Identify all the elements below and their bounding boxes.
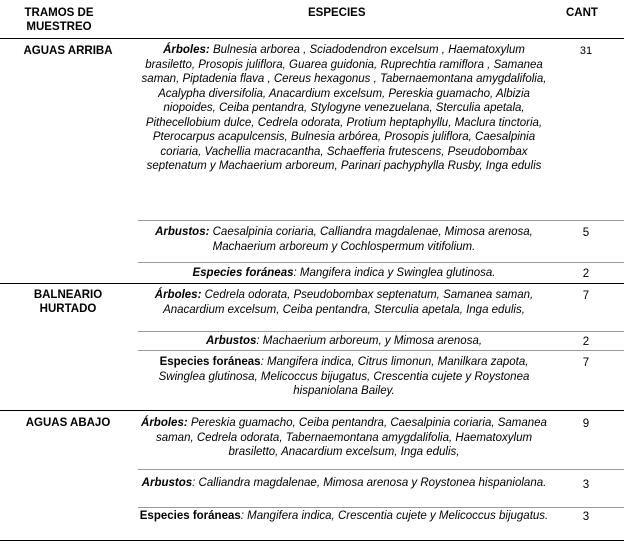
row-label: Especies foráneas bbox=[159, 356, 261, 368]
cant-value: 2 bbox=[582, 336, 590, 348]
cant-value: 31 bbox=[579, 45, 593, 57]
row-text: : Machaerium arboreum, y Mimosa arenosa, bbox=[256, 335, 483, 347]
row-aguas-arriba-arbustos bbox=[138, 225, 550, 254]
row-text: : Calliandra magdalenae, Mimosa arenosa y Roystonea hispaniolana. bbox=[192, 477, 547, 489]
row-aguas-abajo-arbustos bbox=[138, 476, 550, 491]
row-label: Arbustos bbox=[205, 335, 257, 347]
rule-row-7 bbox=[138, 469, 624, 470]
rule-row-1 bbox=[138, 220, 624, 221]
row-aguas-abajo-foraneas bbox=[138, 509, 550, 524]
row-text: Cedrela odorata, Pseudobombax septenatum, Samanea saman, Anacardium excelsum, Ceiba pentandra, Sterculia apetala, Inga edulis, bbox=[163, 289, 534, 316]
cant-value: 7 bbox=[582, 290, 590, 302]
tramo-balneario-hurtado bbox=[2, 288, 134, 316]
tramo-balneario-line1: BALNEARIO bbox=[33, 289, 103, 301]
rule-table-bottom bbox=[0, 540, 624, 541]
cant-value: 7 bbox=[582, 357, 590, 369]
tramo-aguas-abajo: AGUAS ABAJO bbox=[25, 417, 111, 429]
row-text: : Mangifera indica y Swinglea glutinosa. bbox=[293, 267, 496, 279]
row-text: Pereskia guamacho, Ceiba pentandra, Caesalpinia coriaria, Samanea saman, Cedrela odorata, Tabernaemontana amygdalifolia, Haematoxylum brasiletto, Anacardium excelsum, Inga edulis, bbox=[155, 417, 547, 458]
row-balneario-arbustos bbox=[138, 334, 550, 349]
header-cant: CANT bbox=[566, 7, 598, 19]
rule-section-2 bbox=[0, 410, 624, 411]
header-tramos-line2: MUESTREO bbox=[26, 21, 92, 33]
row-text: Caesalpinia coriaria, Calliandra magdalenae, Mimosa arenosa, Machaerium arboreum y Cochlospermum vitifolium. bbox=[209, 226, 533, 253]
cant-value: 3 bbox=[582, 479, 590, 491]
row-text: : Mangifera indica, Crescentia cujete y Melicoccus bijugatus. bbox=[240, 510, 549, 522]
row-label: Especies foráneas bbox=[192, 267, 294, 279]
rule-row-4 bbox=[138, 331, 624, 332]
row-label: Árboles: bbox=[141, 417, 188, 429]
header-especies: ESPECIES bbox=[308, 7, 366, 19]
row-label: Árboles: bbox=[154, 289, 202, 301]
row-aguas-arriba-foraneas bbox=[138, 266, 550, 281]
header-tramos-line1: TRAMOS DE bbox=[24, 7, 94, 19]
row-text: Bulnesia arborea , Sciadodendron excelsum , Haematoxylum brasiletto, Prosopis juliflora, Guarea guidonia, Ruprechtia ramiflora , Samanea saman, Piptadenia flava , Cereus hexagonus , Tabernaemontana amygdalifolia, Acalypha diversifolia, Anacardium excelsum, Pereskia guamacho, Albizia niopoides, Ceiba pentandra, Stylogyne venezuelana, Sterculia apetala, Pithecellobium dulce, Cedrela odorata, Protium heptaphyllu, Maclura tinctoria, Pterocarpus acapulcensis, Bulnesia arbórea, Prosopis juliflora, Caesalpinia coriaria, Vachellia macracantha, Schaefferia frutescens, Pseudobombax septenatum y Machaerium arboreum, Parinari pachyphylla Rusby, Inga edulis bbox=[141, 44, 547, 172]
rule-row-5 bbox=[138, 350, 624, 351]
row-label: Arbustos bbox=[141, 477, 193, 489]
rule-row-8 bbox=[138, 507, 624, 508]
row-label: Especies foráneas bbox=[139, 510, 241, 522]
cant-value: 2 bbox=[582, 268, 590, 280]
rule-row-2 bbox=[138, 262, 624, 263]
row-balneario-foraneas bbox=[138, 355, 550, 399]
row-text: : Mangifera indica, Citrus limonun, Manilkara zapota, Swinglea glutinosa, Melicoccus bijugatus, Crescentia cujete y Roystonea hispaniolana Bailey. bbox=[158, 356, 530, 397]
rule-header-bottom bbox=[0, 38, 624, 39]
cant-value: 3 bbox=[582, 511, 590, 523]
row-aguas-abajo-arboles bbox=[138, 416, 550, 460]
rule-section-1 bbox=[0, 283, 624, 284]
row-aguas-arriba-arboles bbox=[138, 43, 550, 174]
row-label: Árboles: bbox=[163, 44, 210, 56]
tramo-aguas-arriba: AGUAS ARRIBA bbox=[23, 45, 113, 57]
tramo-balneario-line2: HURTADO bbox=[39, 303, 97, 315]
cant-value: 5 bbox=[582, 227, 590, 239]
cant-value: 9 bbox=[582, 418, 590, 430]
row-balneario-arboles bbox=[138, 288, 550, 317]
row-label: Arbustos: bbox=[155, 226, 210, 238]
header-tramos bbox=[4, 6, 114, 34]
